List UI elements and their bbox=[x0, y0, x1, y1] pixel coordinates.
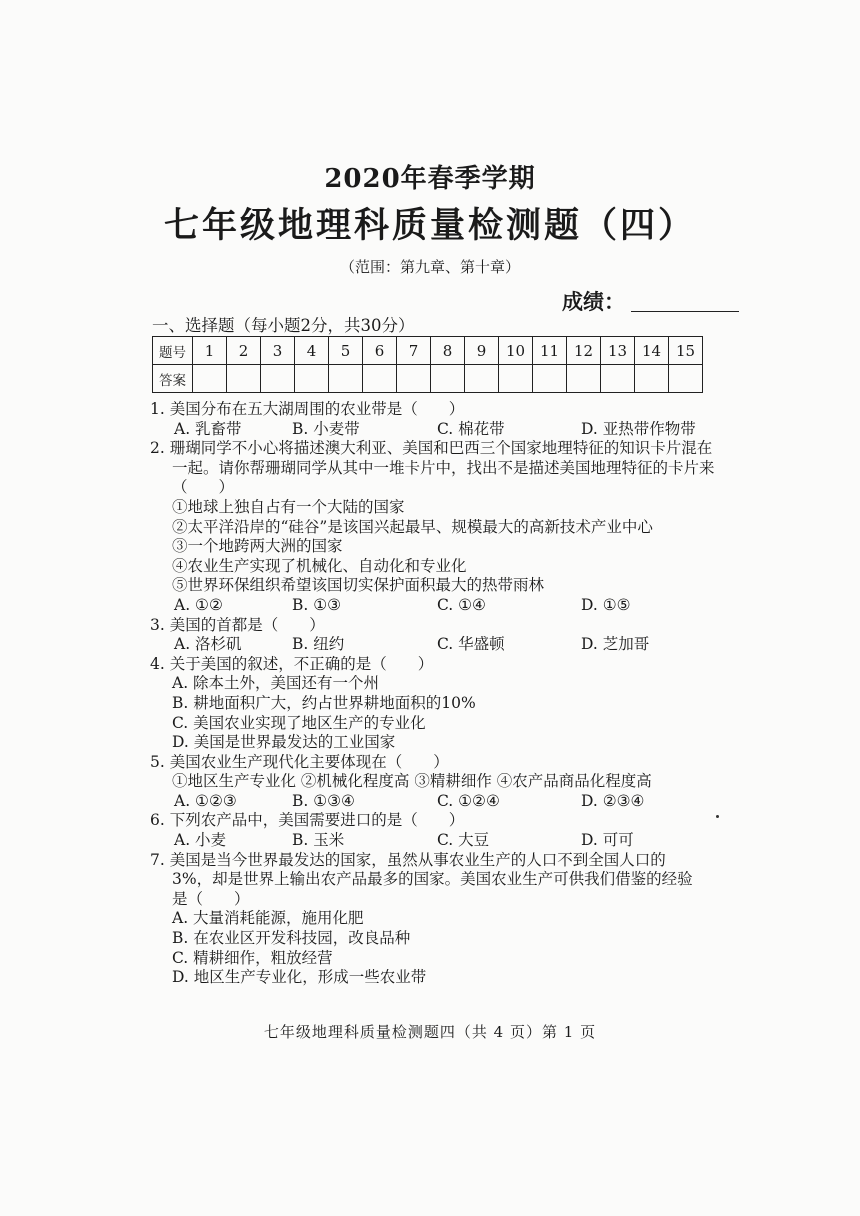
question-number-cell: 12 bbox=[567, 337, 601, 365]
option-b: B. ①③ bbox=[292, 595, 342, 614]
score-label: 成绩： bbox=[562, 289, 625, 314]
question-number-cell: 3 bbox=[261, 337, 295, 365]
answer-cell[interactable] bbox=[431, 365, 465, 393]
answer-bracket: （ ） bbox=[172, 478, 235, 497]
option-c: C. 华盛顿 bbox=[437, 635, 505, 654]
answer-cell[interactable] bbox=[397, 365, 431, 393]
option-row bbox=[150, 420, 740, 440]
question-list bbox=[150, 400, 740, 988]
card-item: ①地球上独自占有一个大陆的国家 bbox=[172, 497, 405, 516]
question-number-cell: 14 bbox=[635, 337, 669, 365]
option-b: B. 耕地面积广大，约占世界耕地面积的10% bbox=[172, 693, 476, 712]
option-d: D. 地区生产专业化，形成一些农业带 bbox=[172, 968, 427, 987]
question-number-cell: 6 bbox=[363, 337, 397, 365]
question-7 bbox=[150, 851, 740, 988]
option-d: D. ①⑤ bbox=[581, 595, 631, 614]
question-number-cell: 11 bbox=[533, 337, 567, 365]
option-d: D. ②③④ bbox=[581, 791, 645, 810]
answer-grid bbox=[152, 336, 703, 393]
option-b: B. 纽约 bbox=[292, 635, 345, 654]
option-d: D. 美国是世界最发达的工业国家 bbox=[172, 733, 396, 752]
question-2 bbox=[150, 439, 740, 615]
question-number-cell: 5 bbox=[329, 337, 363, 365]
scan-speck bbox=[716, 815, 719, 818]
option-d: D. 亚热带作物带 bbox=[581, 419, 696, 438]
question-4 bbox=[150, 655, 740, 753]
score-blank-line bbox=[631, 310, 739, 312]
question-stem: 2. 珊瑚同学不小心将描述澳大利亚、美国和巴西三个国家地理特征的知识卡片混在 bbox=[150, 439, 713, 458]
answer-row bbox=[153, 365, 703, 393]
option-a: A. 乳畜带 bbox=[174, 419, 242, 438]
card-item: ⑤世界环保组织希望该国切实保护面积最大的热带雨林 bbox=[172, 576, 545, 595]
card-item: ④农业生产实现了机械化、自动化和专业化 bbox=[172, 556, 467, 575]
option-row bbox=[150, 596, 740, 616]
question-stem: 5. 美国农业生产现代化主要体现在（ ） bbox=[150, 752, 449, 771]
answer-cell[interactable] bbox=[669, 365, 703, 393]
answer-cell[interactable] bbox=[329, 365, 363, 393]
answer-cell[interactable] bbox=[261, 365, 295, 393]
answer-cell[interactable] bbox=[635, 365, 669, 393]
number-row bbox=[153, 337, 703, 365]
option-a: A. 除本土外，美国还有一个州 bbox=[172, 674, 380, 693]
answer-cell[interactable] bbox=[499, 365, 533, 393]
option-d: D. 可可 bbox=[581, 831, 634, 850]
question-stem: 1. 美国分布在五大湖周围的农业带是（ ） bbox=[150, 400, 465, 418]
question-3 bbox=[150, 616, 740, 655]
exam-scope: （范围：第九章、第十章） bbox=[339, 258, 520, 276]
option-a: A. ①②③ bbox=[174, 791, 237, 810]
question-number-cell: 2 bbox=[227, 337, 261, 365]
question-stem: 3. 美国的首都是（ ） bbox=[150, 615, 325, 634]
option-c: C. 精耕细作，粗放经营 bbox=[172, 948, 333, 967]
answer-cell[interactable] bbox=[363, 365, 397, 393]
exam-title: 七年级地理科质量检测题（四） bbox=[163, 205, 696, 246]
question-number-cell: 1 bbox=[193, 337, 227, 365]
section-heading: 一、选择题（每小题2分，共30分） bbox=[152, 316, 415, 335]
option-c: C. 美国农业实现了地区生产的专业化 bbox=[172, 713, 426, 732]
answer-cell[interactable] bbox=[601, 365, 635, 393]
question-stem-continued: 是（ ） bbox=[172, 889, 250, 908]
option-b: B. 玉米 bbox=[292, 831, 345, 850]
option-a: A. 洛杉矶 bbox=[174, 635, 242, 654]
answer-cell[interactable] bbox=[193, 365, 227, 393]
card-item: ③一个地跨两大洲的国家 bbox=[172, 537, 343, 556]
option-d: D. 芝加哥 bbox=[581, 635, 650, 654]
option-b: B. 小麦带 bbox=[292, 419, 360, 438]
option-c: C. 大豆 bbox=[437, 831, 490, 850]
option-row bbox=[150, 831, 740, 851]
question-1 bbox=[150, 400, 740, 439]
option-c: C. ①④ bbox=[437, 595, 486, 614]
question-stem: 7. 美国是当今世界最发达的国家，虽然从事农业生产的人口不到全国人口的 bbox=[150, 850, 666, 869]
question-number-cell: 15 bbox=[669, 337, 703, 365]
option-b: B. ①③④ bbox=[292, 791, 355, 810]
option-row bbox=[150, 635, 740, 655]
answer-row-label: 答案 bbox=[153, 365, 193, 393]
option-a: A. ①② bbox=[174, 595, 223, 614]
question-stem: 4. 关于美国的叙述，不正确的是（ ） bbox=[150, 654, 434, 673]
question-number-cell: 8 bbox=[431, 337, 465, 365]
semester-title: 2020年春季学期 bbox=[324, 164, 536, 194]
answer-cell[interactable] bbox=[567, 365, 601, 393]
score-field bbox=[562, 286, 739, 316]
question-number-cell: 7 bbox=[397, 337, 431, 365]
question-stem-continued: 3%，却是世界上输出农产品最多的国家。美国农业生产可供我们借鉴的经验 bbox=[172, 870, 693, 889]
answer-cell[interactable] bbox=[533, 365, 567, 393]
question-stem-continued: 一起。请你帮珊瑚同学从其中一堆卡片中，找出不是描述美国地理特征的卡片来 bbox=[172, 458, 715, 477]
question-number-cell: 10 bbox=[499, 337, 533, 365]
option-a: A. 大量消耗能源，施用化肥 bbox=[172, 909, 364, 928]
question-stem: 6. 下列农产品中，美国需要进口的是（ ） bbox=[150, 811, 465, 830]
question-number-cell: 9 bbox=[465, 337, 499, 365]
card-item: ②太平洋沿岸的“硅谷”是该国兴起最早、规模最大的高新技术产业中心 bbox=[172, 517, 653, 536]
question-number-cell: 13 bbox=[601, 337, 635, 365]
option-c: C. ①②④ bbox=[437, 791, 500, 810]
option-b: B. 在农业区开发科技园，改良品种 bbox=[172, 929, 411, 948]
question-number-cell: 4 bbox=[295, 337, 329, 365]
statement-list: ①地区生产专业化 ②机械化程度高 ③精耕细作 ④农产品商品化程度高 bbox=[172, 772, 652, 791]
answer-cell[interactable] bbox=[227, 365, 261, 393]
option-c: C. 棉花带 bbox=[437, 419, 505, 438]
question-6 bbox=[150, 811, 740, 850]
answer-cell[interactable] bbox=[295, 365, 329, 393]
option-row bbox=[150, 792, 740, 812]
number-row-label: 题号 bbox=[153, 337, 193, 365]
answer-cell[interactable] bbox=[465, 365, 499, 393]
page-footer: 七年级地理科质量检测题四（共 4 页）第 1 页 bbox=[263, 1023, 597, 1041]
option-a: A. 小麦 bbox=[174, 831, 227, 850]
question-5 bbox=[150, 753, 740, 812]
